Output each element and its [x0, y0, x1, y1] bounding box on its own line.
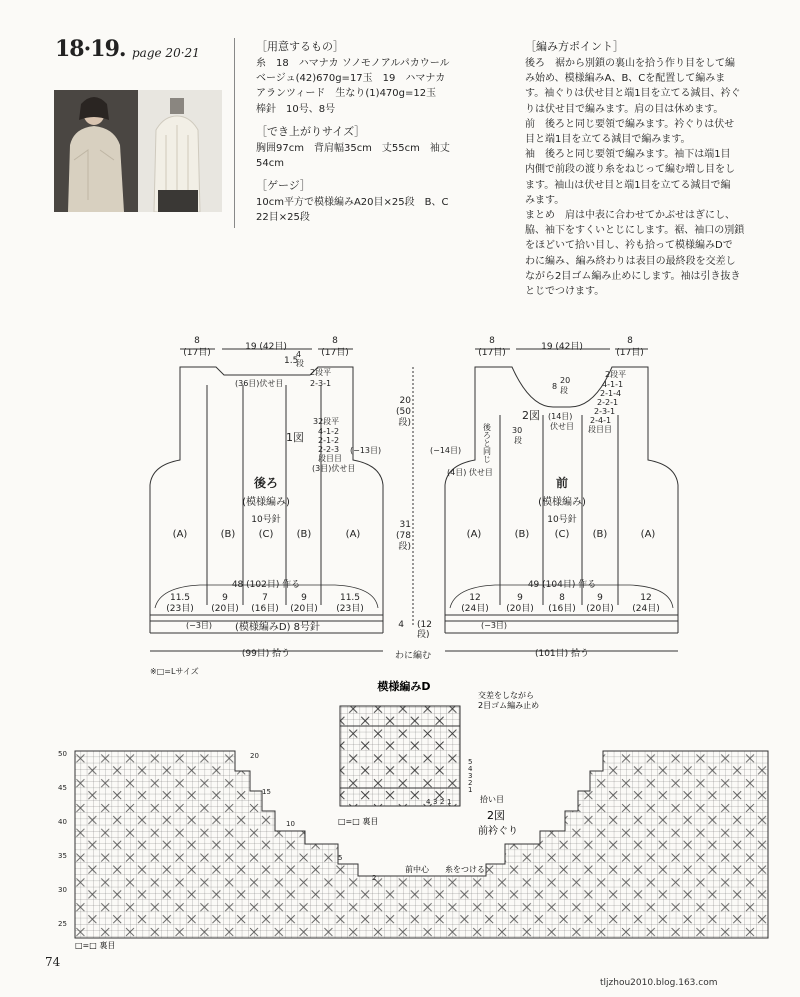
dim-label: (17目) — [478, 348, 506, 358]
col-number: 3 — [433, 798, 438, 806]
text-line: 22目×25段 — [256, 212, 310, 224]
side-note: 後ろと同じ — [482, 423, 492, 463]
col-number: 2 — [440, 798, 445, 806]
dim-label: (17目) — [321, 348, 349, 358]
pattern-d-note: 2目ゴム編み止め — [478, 701, 540, 710]
dim-label: (24目) — [461, 604, 489, 614]
dim-label: 8 — [627, 336, 633, 346]
pickup-note: 拾い目 — [480, 795, 504, 804]
row-number: 5 — [468, 758, 473, 766]
text-line: とじでつけます。 — [525, 286, 605, 298]
text-line: 胸囲97cm 背肩幅35cm 丈55cm 袖丈 — [256, 142, 450, 154]
schematic-diagrams — [0, 325, 800, 675]
instructions-column — [525, 38, 773, 299]
dim-label: (50 — [396, 407, 411, 417]
dim-label: (20目) — [586, 604, 614, 614]
size-note: ※□=Lサイズ — [150, 667, 199, 675]
panel-label: (B) — [514, 529, 530, 540]
text-line: わに編み、編み終わりは表目の最終段を交差し — [525, 255, 736, 267]
dim-label: 11.5 — [169, 593, 191, 603]
panel-label: (C) — [258, 529, 274, 540]
neck-note: 4 — [296, 350, 302, 359]
dim-label: (17目) — [183, 348, 211, 358]
column-divider — [234, 38, 235, 228]
dim-label: (23目) — [166, 604, 194, 614]
panel-label: (A) — [466, 529, 482, 540]
dim-label: わに編む — [394, 651, 432, 661]
neck-note: 伏せ目 — [550, 422, 574, 431]
text-line: み始め、模様編みA、B、Cを配置して編みま — [525, 73, 726, 85]
instructions-heading: ［編み方ポイント］ — [525, 40, 624, 53]
back-labels — [166, 336, 381, 659]
instructions-text — [525, 56, 773, 299]
neck-note: (14目) — [548, 412, 573, 421]
dim-label: 段) — [398, 418, 411, 428]
dim-label: 31 — [399, 520, 411, 530]
neck-note: 2-3-1 — [310, 379, 332, 388]
piece-sub: (模様編み) — [242, 497, 290, 508]
attach-label: 糸をつける — [445, 865, 485, 874]
dim-label: 9 — [301, 593, 307, 603]
dim-label: 12 — [640, 593, 652, 603]
neck-note: 段目目 — [588, 425, 612, 434]
armhole-note: (3目)伏せ目 — [312, 464, 356, 473]
pickup-label: (99目) 拾う — [241, 649, 291, 659]
blog-watermark: tljzhou2010.blog.163.com — [600, 978, 718, 988]
back-outline — [150, 367, 383, 615]
col-number: 4 — [426, 798, 431, 806]
text-line: ベージュ(42)670g=17玉 19 ハマナカ — [256, 73, 446, 85]
panel-label: (A) — [345, 529, 361, 540]
col-number: 1 — [447, 798, 452, 806]
dim-label: 8 — [489, 336, 495, 346]
row-number: 40 — [58, 818, 67, 826]
size-heading: ［でき上がりサイズ］ — [256, 124, 366, 138]
panel-label: (A) — [172, 529, 188, 540]
neck-note: 2-4-1 — [590, 416, 612, 425]
text-line: みます。 — [525, 194, 565, 206]
decrease-label: (−3目) — [481, 621, 508, 630]
text-line: 10cm平方で模様編みA20目×25段 B、C — [256, 197, 449, 209]
piece-name: 前 — [555, 476, 569, 490]
row-number: 25 — [58, 920, 67, 928]
neck-note: 2-3-1 — [594, 407, 616, 416]
armhole-note: 2-2-3 — [318, 445, 340, 454]
dim-label: (20目) — [290, 604, 318, 614]
dim-label: (17目) — [616, 348, 644, 358]
text-line: ます。袖山は伏せ目と端1目を立てる減目で編 — [525, 179, 731, 191]
legend: □=□ 裏目 — [338, 817, 379, 826]
info-column — [256, 38, 506, 226]
armhole-note: 段目目 — [318, 454, 342, 463]
dim-label: 7 — [262, 593, 268, 603]
text-line: 54cm — [256, 158, 284, 170]
neck-note: 1.5 — [284, 356, 299, 366]
side-note: (4目) 伏せ目 — [447, 468, 493, 477]
side-note: (−14目) — [430, 446, 462, 455]
row-number: 2 — [468, 779, 473, 787]
dim-label: 19 (42目) — [541, 342, 583, 352]
neck-note: 2-1-4 — [600, 389, 622, 398]
neck-note: 段 — [560, 386, 568, 395]
piece-sub: (模様編み) — [538, 497, 586, 508]
gauge-heading: ［ゲージ］ — [256, 179, 311, 193]
cast-on-label: 48 (102目) 作る — [231, 580, 301, 590]
neck-note: 2-2-1 — [597, 398, 619, 407]
dim-label: 8 — [559, 593, 565, 603]
side-note: 30 — [512, 426, 523, 435]
page-number: 74 — [45, 955, 61, 969]
armhole-note: 2-1-2 — [318, 436, 340, 445]
pattern-d-title: 模様編みD — [377, 680, 431, 693]
text-line: 袖 後ろと同じ要領で編みます。袖下は端1目 — [525, 149, 731, 161]
materials-text — [256, 56, 506, 117]
text-line: 目と端1目を立てる減目で編みます。 — [525, 134, 691, 146]
dim-label: (24目) — [632, 604, 660, 614]
dim-label: 9 — [222, 593, 228, 603]
needle-label: 10号針 — [547, 515, 577, 525]
text-line: ながら2目ゴム編み止めにします。袖は引き抜き — [525, 270, 741, 282]
text-line: す。袖ぐりは伏せ目と端1目を立てる減目、衿ぐ — [525, 88, 741, 100]
front-outline — [445, 367, 678, 615]
row-number: 45 — [58, 784, 67, 792]
stitch-charts — [0, 676, 800, 956]
decrease-label: (−3目) — [186, 621, 213, 630]
pattern-d-note: 交差をしながら — [478, 691, 534, 700]
neck-note: 20 — [560, 376, 571, 385]
row-marker: 20 — [250, 752, 259, 760]
neck-note: 2段平 — [310, 368, 332, 377]
row-number: 3 — [468, 772, 473, 780]
dim-label: (12 — [417, 620, 432, 630]
text-line: アランツィード 生なり(1)470g=12玉 — [256, 88, 437, 100]
figure-label: 1図 — [286, 431, 304, 444]
row-number: 30 — [58, 886, 67, 894]
cast-on-label: 49 (104目) 作る — [527, 580, 597, 590]
size-text — [256, 141, 506, 171]
dim-label: (78 — [396, 531, 411, 541]
page-reference: page 20·21 — [132, 46, 200, 60]
legend: □=□ 裏目 — [75, 941, 116, 950]
row-number: 4 — [468, 765, 473, 773]
dim-label: (20目) — [506, 604, 534, 614]
panel-label: (B) — [592, 529, 608, 540]
dim-label: (23目) — [336, 604, 364, 614]
neck-note: 8 — [552, 382, 558, 391]
panel-label: (C) — [554, 529, 570, 540]
dim-label: 段) — [398, 542, 411, 552]
dim-label: (16目) — [548, 604, 576, 614]
dim-label: 8 — [332, 336, 338, 346]
row-marker: 2 — [372, 874, 377, 882]
row-marker: 15 — [262, 788, 271, 796]
center-label: 前中心 — [405, 865, 429, 874]
row-number: 1 — [468, 786, 473, 794]
dim-label: 9 — [517, 593, 523, 603]
text-line: 脇、袖下をすくいとじにします。裾、袖口の別鎖 — [525, 225, 745, 237]
piece-name: 後ろ — [253, 476, 279, 490]
figure-label: 2図 — [522, 409, 540, 422]
armhole-note: 4-1-2 — [318, 427, 340, 436]
panel-label: (B) — [220, 529, 236, 540]
armhole-note: (−13目) — [350, 446, 382, 455]
text-line: 糸 18 ハマナカ ソノモノアルパカウール — [256, 58, 450, 69]
neck-note: 4-1-1 — [602, 380, 624, 389]
dim-label: 20 — [399, 396, 411, 406]
chart-name: 前衿ぐり — [478, 826, 518, 837]
neck-note: 2段平 — [605, 370, 627, 379]
front-labels — [430, 336, 660, 659]
needle-label: 10号針 — [251, 515, 281, 525]
sweater-photo — [54, 90, 222, 212]
dim-label: 11.5 — [339, 593, 361, 603]
materials-heading: ［用意するもの］ — [256, 40, 344, 53]
text-line: 棒針 10号、8号 — [256, 103, 336, 115]
row-number: 50 — [58, 750, 67, 758]
dim-label: 8 — [194, 336, 200, 346]
dim-label: 9 — [597, 593, 603, 603]
ribbing-label: (模様編みD) 8号針 — [235, 622, 321, 633]
armhole-note: 32段平 — [313, 417, 340, 426]
row-marker: 10 — [286, 820, 295, 828]
pickup-label: (101目) 拾う — [534, 649, 590, 659]
pattern-number: 18·19. — [55, 36, 126, 62]
dim-label: (16目) — [251, 604, 279, 614]
neck-note: 段 — [296, 359, 304, 368]
text-line: をほどいて拾い目し、衿も拾って模様編みDで — [525, 240, 733, 252]
row-number: 35 — [58, 852, 67, 860]
text-line: 後ろ 裾から別鎖の裏山を拾う作り目をして編 — [525, 58, 735, 69]
row-marker: 5 — [338, 854, 343, 862]
text-line: りは伏せ目で編みます。肩の目は休めます。 — [525, 103, 724, 115]
dim-label: 12 — [469, 593, 481, 603]
dim-label: (20目) — [211, 604, 239, 614]
figure-label: 2図 — [487, 809, 505, 822]
side-note: 段 — [514, 436, 522, 445]
text-line: まとめ 肩は中表に合わせてかぶせはぎにし、 — [525, 210, 735, 222]
dim-label: 19 (42目) — [245, 342, 287, 352]
panel-label: (A) — [640, 529, 656, 540]
panel-label: (B) — [296, 529, 312, 540]
dim-label: 段) — [417, 630, 430, 640]
neck-note: (36目)伏せ目 — [235, 379, 284, 388]
text-line: 内側で前段の渡り糸をねじって編む増し目をし — [525, 164, 735, 176]
dim-label: 4 — [398, 620, 404, 630]
gauge-text — [256, 195, 506, 225]
pattern-d-grid — [340, 706, 460, 806]
text-line: 前 後ろと同じ要領で編みます。衿ぐりは伏せ — [525, 118, 735, 130]
